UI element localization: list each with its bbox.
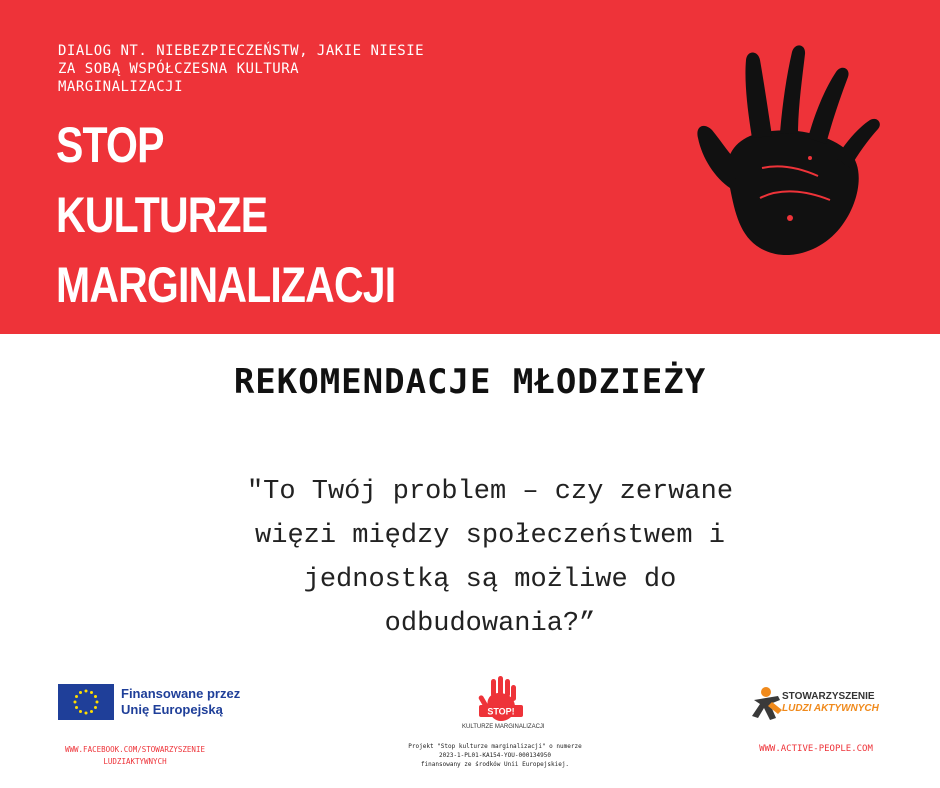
page-title	[56, 110, 395, 320]
facebook-link-line[interactable]: WWW.FACEBOOK.COM/STOWARZYSZENIE	[65, 745, 205, 754]
stop-logo-caption: KULTURZE MARGINALIZACJI	[462, 724, 545, 730]
headline-line: KULTURZE	[56, 187, 268, 243]
facebook-link[interactable]	[60, 744, 210, 768]
section-title: REKOMENDACJE MŁODZIEŻY	[233, 362, 707, 402]
eu-text-line: Finansowane przez	[121, 686, 241, 701]
headline-line: MARGINALIZACJI	[56, 257, 396, 313]
facebook-link-line[interactable]: LUDZIAKTYWNYCH	[103, 757, 167, 766]
kicker-line: MARGINALIZACJI	[58, 79, 184, 95]
eu-funding-text	[121, 686, 240, 718]
hero-banner	[0, 0, 940, 334]
project-info-line: finansowany ze środków Unii Europejskiej.	[420, 761, 570, 768]
project-info-line: Projekt "Stop kulturze marginalizacji" o numerze	[408, 743, 582, 750]
kicker-line: DIALOG NT. NIEBEZPIECZEŃSTW, JAKIE NIESIE	[58, 43, 425, 59]
quote-line: "To Twój problem – czy zerwane	[246, 477, 734, 507]
project-info	[390, 742, 600, 769]
quote-line: odbudowania?”	[384, 609, 596, 639]
ala-logo-line: LUDZI AKTYWNYCH	[782, 703, 879, 714]
quote-line: więzi między społeczeństwem i	[255, 521, 725, 551]
quote-text	[190, 470, 790, 646]
eu-text-line: Unię Europejską	[121, 702, 223, 717]
project-info-line: 2023-1-PL01-KA154-YOU-000134950	[439, 752, 551, 759]
ala-logo-line: STOWARZYSZENIE	[782, 691, 875, 702]
black-handprint-icon	[690, 38, 890, 268]
stop-logo-badge: STOP!	[487, 706, 515, 717]
kicker-text	[58, 42, 528, 96]
website-link[interactable]: WWW.ACTIVE-PEOPLE.COM	[759, 744, 873, 754]
kicker-line: ZA SOBĄ WSPÓŁCZESNA KULTURA	[58, 61, 300, 77]
ala-logo-text	[782, 691, 879, 715]
quote-line: jednostką są możliwe do	[303, 565, 677, 595]
eu-flag-icon	[58, 684, 114, 720]
headline-line: STOP	[56, 117, 164, 173]
